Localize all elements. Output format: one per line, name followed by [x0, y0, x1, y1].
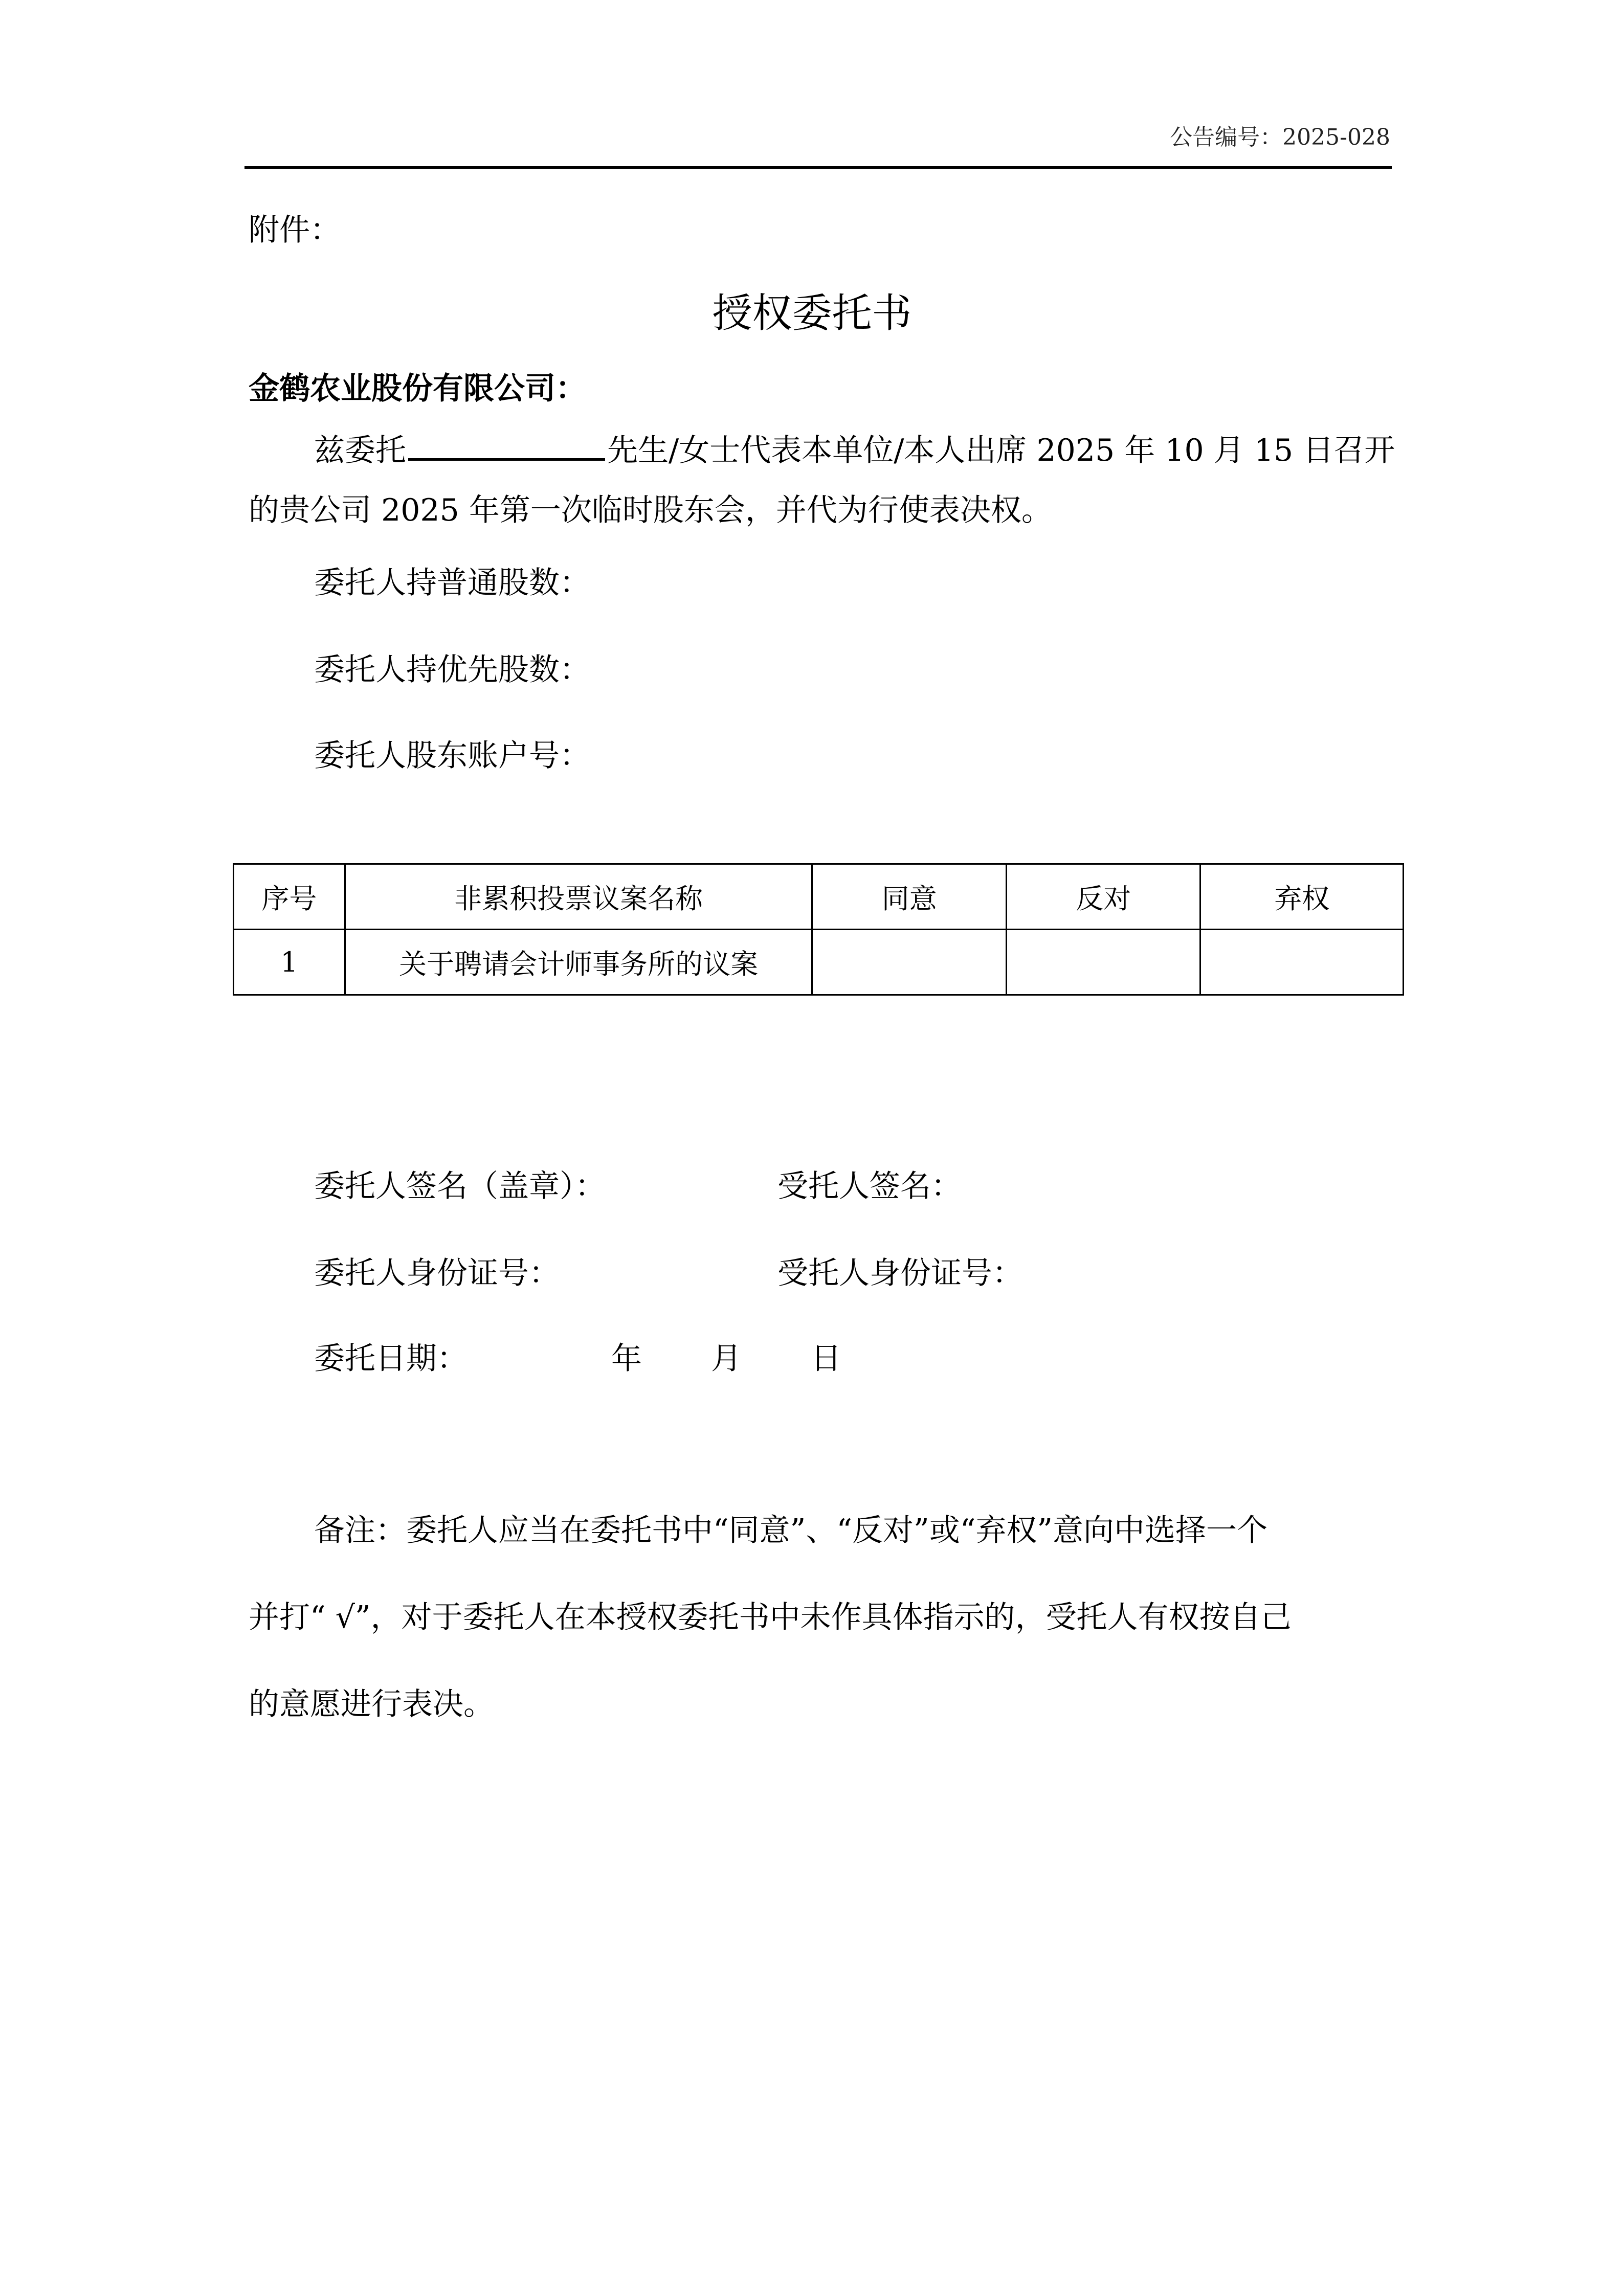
- header-agree: 同意: [812, 864, 1007, 930]
- table-header-row: [234, 864, 1404, 930]
- oppose-cell[interactable]: [1006, 930, 1200, 995]
- header-oppose: 反对: [1006, 864, 1200, 930]
- date-month: 月: [711, 1341, 742, 1377]
- row-proposal-name: 关于聘请会计师事务所的议案: [345, 930, 812, 995]
- note-line-3: 的意愿进行表决。: [249, 1686, 494, 1722]
- voting-table: [233, 863, 1404, 996]
- principal-signature: 委托人签名（盖章）：: [314, 1168, 606, 1204]
- proxy-name-blank[interactable]: [408, 430, 605, 461]
- principal-id-number: 委托人身份证号：: [314, 1255, 560, 1291]
- paragraph-1-line-2: 的贵公司 2025 年第一次临时股东会，并代为行使表决权。: [249, 492, 1052, 528]
- agent-signature: 受托人签名：: [777, 1168, 962, 1204]
- shareholder-account-field: 委托人股东账户号：: [314, 738, 590, 774]
- common-shares-field: 委托人持普通股数：: [314, 565, 590, 601]
- header-abstain: 弃权: [1200, 864, 1404, 930]
- paragraph-1-prefix: 兹委托: [314, 433, 406, 468]
- date-year: 年: [611, 1341, 642, 1377]
- note-line-1: 备注：委托人应当在委托书中“同意”、“反对”或“弃权”意向中选择一个: [314, 1513, 1268, 1548]
- date-label: 委托日期：: [314, 1341, 468, 1377]
- header-seq: 序号: [234, 864, 345, 930]
- header-divider: [244, 166, 1392, 169]
- paragraph-1-line-1: [314, 430, 1395, 466]
- agent-id-number: 受托人身份证号：: [777, 1255, 1023, 1291]
- addressee: 金鹤农业股份有限公司：: [249, 371, 586, 407]
- preferred-shares-field: 委托人持优先股数：: [314, 652, 590, 688]
- note-line-2: 并打“ √”，对于委托人在本授权委托书中未作具体指示的，受托人有权按自己: [249, 1600, 1292, 1635]
- paragraph-1-line-1-text: 先生/女士代表本单位/本人出席 2025 年 10 月 15 日召开: [607, 433, 1395, 468]
- agree-cell[interactable]: [812, 930, 1007, 995]
- document-title: 授权委托书: [712, 290, 912, 336]
- table-row: [234, 930, 1404, 995]
- attachment-label: 附件：: [249, 212, 341, 248]
- abstain-cell[interactable]: [1200, 930, 1404, 995]
- announcement-number: 公告编号：2025-028: [1170, 124, 1390, 150]
- header-proposal-name: 非累积投票议案名称: [345, 864, 812, 930]
- row-seq: 1: [234, 930, 345, 995]
- date-day: 日: [811, 1341, 841, 1377]
